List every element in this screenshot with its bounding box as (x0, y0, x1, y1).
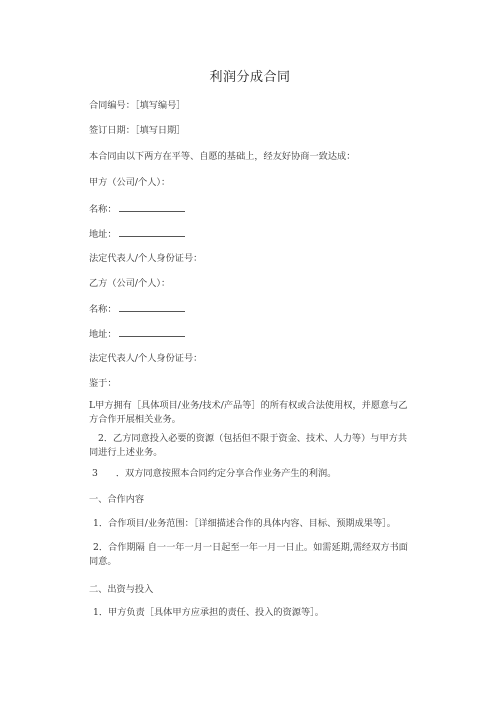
intro-text: 本合同由以下两方在平等、自愿的基础上，经友好协商一致达成： (89, 151, 356, 162)
whereas-item-2: 2．乙方同意投入必要的资源（包括但不限于资金、技术、人力等）与甲方共同进行上述业务。 (89, 433, 408, 458)
section-2-item-1: 1．甲方负责［具体甲方应承担的责任、投入的资源等］。 (93, 607, 324, 618)
whereas-item-3-text: ．双方同意按照本合同约定分享合作业务产生的利润。 (115, 468, 337, 479)
party-a-address-blank (119, 227, 185, 237)
page-title: 利润分成合同 (209, 70, 291, 85)
contract-number: 合同编号：［填写编号］ (89, 100, 186, 111)
whereas-heading: 鉴于： (89, 378, 117, 389)
party-b-heading: 乙方（公司/个人）： (89, 278, 171, 289)
party-a-name-blank (119, 202, 185, 212)
party-b-name-row (89, 302, 411, 317)
section-2-heading: 二、出资与投入 (89, 584, 154, 595)
whereas-item-3-number: 3 (92, 468, 98, 479)
sign-date: 签订日期：［填写日期］ (89, 125, 186, 136)
section-1-item-1: 1．合作项目/业务范围：［详细描述合作的具体内容、目标、预期成果等］。 (93, 518, 396, 529)
section-1-heading: 一、合作内容 (89, 494, 145, 505)
party-b-address-blank (119, 327, 185, 337)
party-a-rep-label: 法定代表人/个人身份证号： (89, 253, 203, 264)
party-a-heading: 甲方（公司/个人）： (89, 177, 171, 188)
party-b-name-blank (119, 302, 185, 312)
whereas-item-1: L甲方拥有［具体项目/业务/技术/产品等］的所有权或合法使用权，并愿意与乙方合作开展相关业务。 (89, 400, 408, 425)
party-b-address-row (89, 327, 411, 342)
party-a-address-label: 地址： (89, 229, 117, 240)
party-a-address-row (89, 227, 411, 242)
whereas-item-3 (92, 467, 414, 481)
party-b-name-label: 名称： (89, 304, 117, 315)
party-b-rep-label: 法定代表人/个人身份证号： (89, 353, 203, 364)
party-a-name-row (89, 202, 411, 217)
party-a-name-label: 名称： (89, 204, 117, 215)
section-1-item-2: 2．合作期隔 自一一年一月一日起至一年一月一日止。如需延期,需经双方书面同意。 (89, 542, 408, 567)
party-b-address-label: 地址： (89, 329, 117, 340)
